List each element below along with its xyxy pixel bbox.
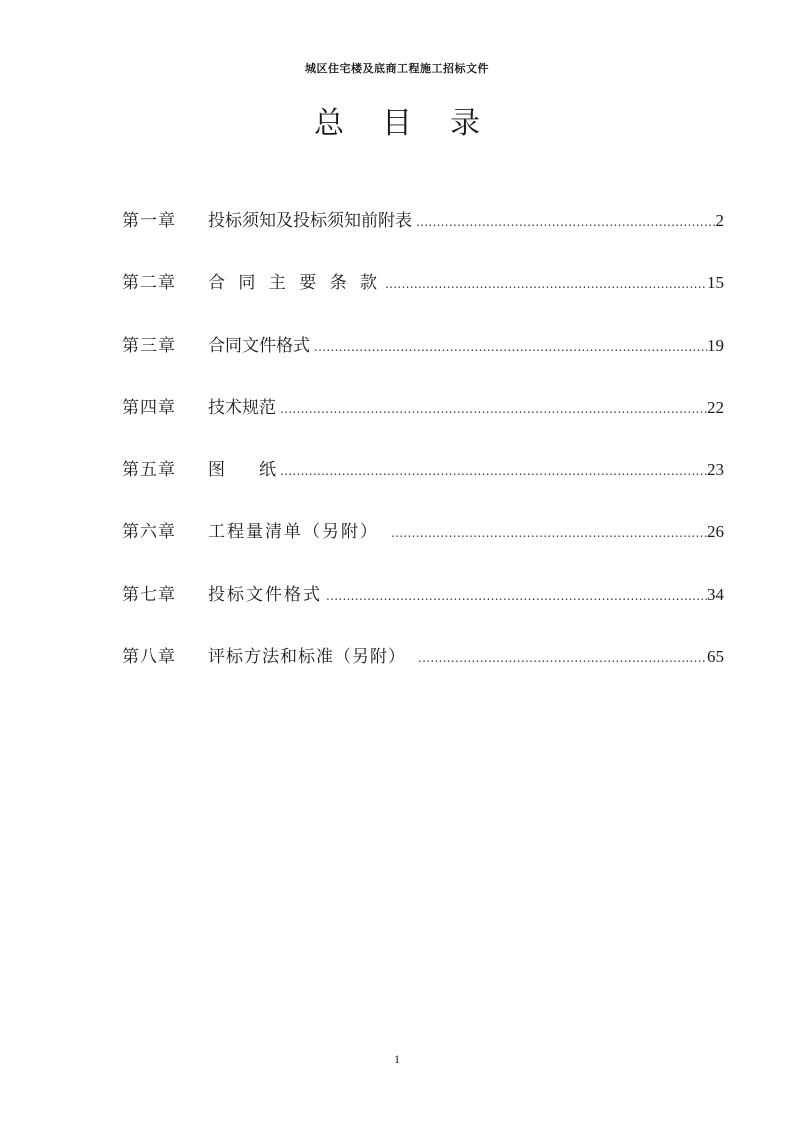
toc-page-number: 65: [707, 647, 724, 667]
toc-chapter-label: 第一章: [122, 211, 176, 231]
toc-entry-4[interactable]: [122, 393, 724, 455]
toc-page-number: 22: [707, 397, 724, 417]
toc-entry-3[interactable]: [122, 331, 724, 393]
toc-page-number: 19: [707, 335, 724, 355]
toc-entry-title: 图 纸: [208, 460, 276, 481]
toc-entry-5[interactable]: [122, 455, 724, 517]
toc-entry-title: 技术规范: [208, 397, 276, 418]
page-number-footer: 1: [394, 1052, 400, 1066]
toc-entry-title: 合同文件格式: [208, 335, 310, 356]
toc-chapter-label: 第二章: [122, 273, 176, 294]
dot-leader: [314, 340, 707, 354]
toc-chapter-label: 第四章: [122, 397, 176, 418]
dot-leader: [280, 402, 707, 416]
document-header: 城区住宅楼及底商工程施工招标文件: [305, 62, 489, 75]
toc-entry-2[interactable]: [122, 268, 724, 330]
toc-chapter-label: 第七章: [122, 584, 176, 605]
toc-entry-8[interactable]: [122, 642, 724, 704]
toc-chapter-label: 第三章: [122, 335, 176, 356]
toc-page-number: 26: [707, 522, 724, 542]
toc-entry-7[interactable]: [122, 580, 724, 642]
toc-entry-title: 评标方法和标准（另附）: [208, 647, 406, 668]
toc-entry-1[interactable]: [122, 206, 724, 268]
toc-page-number: 15: [707, 273, 724, 293]
dot-leader: [391, 526, 707, 540]
toc-entry-title: 合 同 主 要 条 款: [208, 273, 382, 294]
toc-chapter-label: 第六章: [122, 522, 176, 543]
toc-page-number: 2: [715, 211, 724, 230]
dot-leader: [418, 651, 707, 665]
page-title: 总目录: [314, 106, 518, 141]
toc-entry-6[interactable]: [122, 517, 724, 579]
toc-page-number: 23: [707, 460, 724, 480]
dot-leader: [416, 215, 716, 229]
toc-entry-title: 工程量清单（另附）: [208, 522, 379, 543]
toc-entry-title: 投标文件格式: [208, 584, 322, 605]
table-of-contents: [122, 206, 724, 704]
dot-leader: [326, 589, 707, 603]
toc-chapter-label: 第五章: [122, 460, 176, 481]
dot-leader: [280, 464, 707, 478]
dot-leader: [385, 277, 707, 291]
toc-page-number: 34: [707, 584, 724, 604]
toc-entry-title: 投标须知及投标须知前附表: [208, 211, 412, 231]
toc-chapter-label: 第八章: [122, 647, 176, 668]
